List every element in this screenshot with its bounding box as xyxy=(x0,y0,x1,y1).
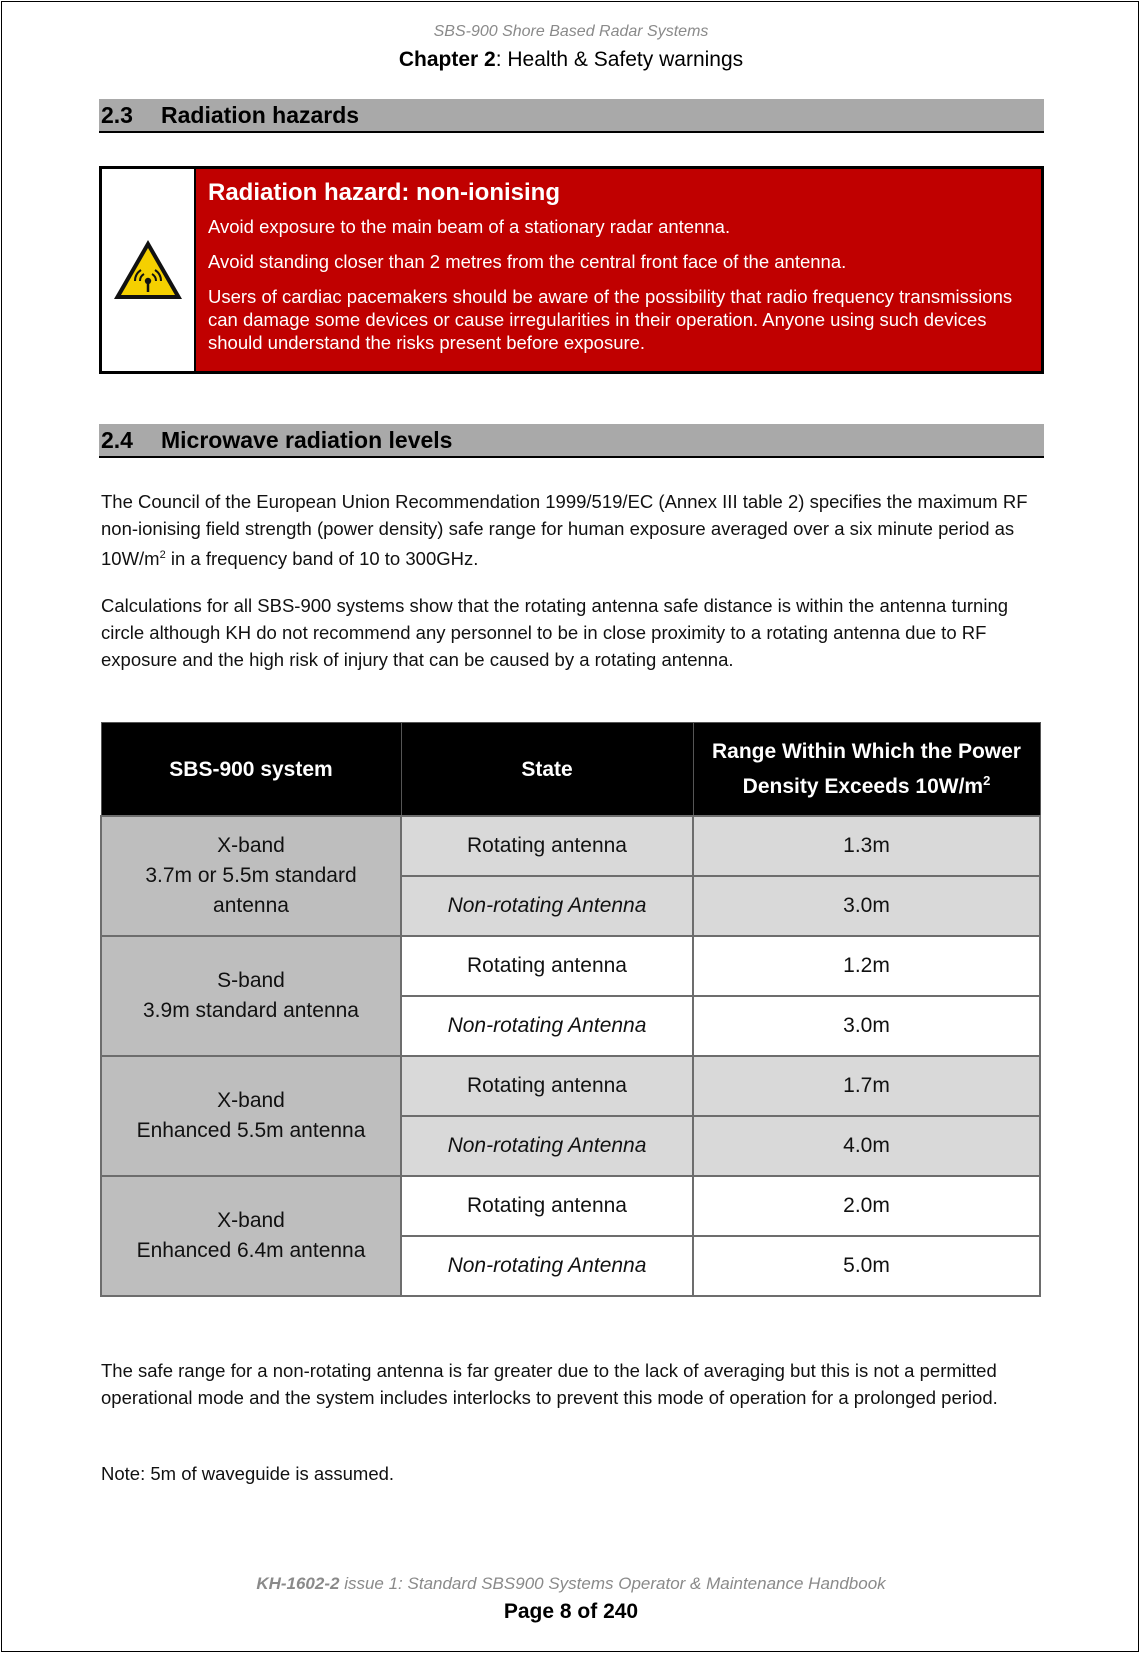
state-cell: Rotating antenna xyxy=(401,936,693,996)
state-cell: Rotating antenna xyxy=(401,1176,693,1236)
footer-doc-code: KH-1602-2 xyxy=(256,1574,340,1593)
section-number: 2.3 xyxy=(101,102,133,128)
intro-paragraph-1 xyxy=(101,488,1041,572)
table-row xyxy=(101,1176,1040,1236)
system-desc: Enhanced 6.4m antenna xyxy=(136,1239,366,1262)
range-cell: 1.7m xyxy=(693,1056,1040,1116)
intro-p1-text-end: in a frequency band of 10 to 300GHz. xyxy=(165,548,479,570)
header-state: State xyxy=(401,723,693,817)
state-cell: Non-rotating Antenna xyxy=(401,1116,693,1176)
warning-icon-cell xyxy=(102,169,196,371)
running-header-title: SBS-900 Shore Based Radar Systems xyxy=(433,23,709,40)
table-row xyxy=(101,816,1040,876)
running-header-chapter xyxy=(0,48,1142,72)
system-cell xyxy=(101,1056,401,1176)
warning-text-panel xyxy=(196,169,1041,371)
range-cell: 3.0m xyxy=(693,876,1040,936)
waveguide-note: Note: 5m of waveguide is assumed. xyxy=(101,1463,395,1484)
section-number: 2.4 xyxy=(101,427,133,453)
range-cell: 1.3m xyxy=(693,816,1040,876)
warning-line-1: Avoid exposure to the main beam of a stationary radar antenna. xyxy=(208,216,731,237)
range-cell: 1.2m xyxy=(693,936,1040,996)
range-cell: 5.0m xyxy=(693,1236,1040,1296)
range-cell: 3.0m xyxy=(693,996,1040,1056)
table-header-row xyxy=(101,723,1040,817)
system-desc: 3.7m or 5.5m standard antenna xyxy=(145,864,357,917)
state-cell: Non-rotating Antenna xyxy=(401,996,693,1056)
intro-paragraph-2: Calculations for all SBS-900 systems show that the rotating antenna safe distance is within the antenna turning circle although KH do not recommend any personnel to be in close proximity to a rotating antenna due to RF exposure and the high risk of injury that can be caused by a rotating antenna. xyxy=(101,595,1009,670)
warning-title: Radiation hazard: non-ionising xyxy=(208,179,560,206)
system-band: S-band xyxy=(217,969,285,992)
system-cell xyxy=(101,816,401,936)
system-cell xyxy=(101,1176,401,1296)
system-cell xyxy=(101,936,401,1056)
radiation-warning-box xyxy=(99,166,1044,374)
footer-document-info xyxy=(0,1574,1142,1594)
table-row xyxy=(101,1056,1040,1116)
range-cell: 2.0m xyxy=(693,1176,1040,1236)
system-band: X-band xyxy=(217,1209,285,1232)
header-system: SBS-900 system xyxy=(101,723,401,817)
system-desc: 3.9m standard antenna xyxy=(143,999,359,1022)
after-table-paragraph: The safe range for a non-rotating antenna is far greater due to the lack of averaging but this is not a permitted operational mode and the system includes interlocks to prevent this mode of operation for a prolonged period. xyxy=(101,1360,998,1408)
chapter-label: Chapter 2 xyxy=(398,48,496,71)
intro-p1-superscript: 2 xyxy=(159,549,166,561)
header-range-superscript: 2 xyxy=(983,773,991,788)
header-range xyxy=(693,723,1040,817)
system-band: X-band xyxy=(217,834,285,857)
header-range-text: Range Within Which the Power Density Exceeds 10W/m xyxy=(712,740,1021,798)
footer-doc-desc: issue 1: Standard SBS900 Systems Operator & Maintenance Handbook xyxy=(339,1574,886,1593)
system-band: X-band xyxy=(217,1089,285,1112)
power-density-table xyxy=(100,722,1041,1297)
state-cell: Rotating antenna xyxy=(401,816,693,876)
section-title: Microwave radiation levels xyxy=(161,427,453,453)
state-cell: Non-rotating Antenna xyxy=(401,1236,693,1296)
table-row xyxy=(101,936,1040,996)
state-cell: Non-rotating Antenna xyxy=(401,876,693,936)
radiation-warning-triangle-icon xyxy=(111,237,185,303)
intro-p1-text: The Council of the European Union Recommendation 1999/519/EC (Annex III table 2) specifies the maximum RF non-ionising field strength (power density) safe range for human exposure averaged over a six minute period as 10W/m xyxy=(101,491,1028,570)
range-cell: 4.0m xyxy=(693,1116,1040,1176)
section-heading-2-4 xyxy=(99,424,1044,458)
warning-line-2: Avoid standing closer than 2 metres from the central front face of the antenna. xyxy=(208,251,847,272)
section-heading-2-3 xyxy=(99,99,1044,133)
state-cell: Rotating antenna xyxy=(401,1056,693,1116)
warning-line-3: Users of cardiac pacemakers should be aware of the possibility that radio frequency transmissions can damage some devices or cause irregularities in their operation. Anyone using such devices should understand the risks present before exposure. xyxy=(208,286,1013,353)
page-number: Page 8 of 240 xyxy=(503,1600,639,1623)
chapter-title: : Health & Safety warnings xyxy=(495,48,744,71)
system-desc: Enhanced 5.5m antenna xyxy=(136,1119,366,1142)
section-title: Radiation hazards xyxy=(161,102,360,128)
